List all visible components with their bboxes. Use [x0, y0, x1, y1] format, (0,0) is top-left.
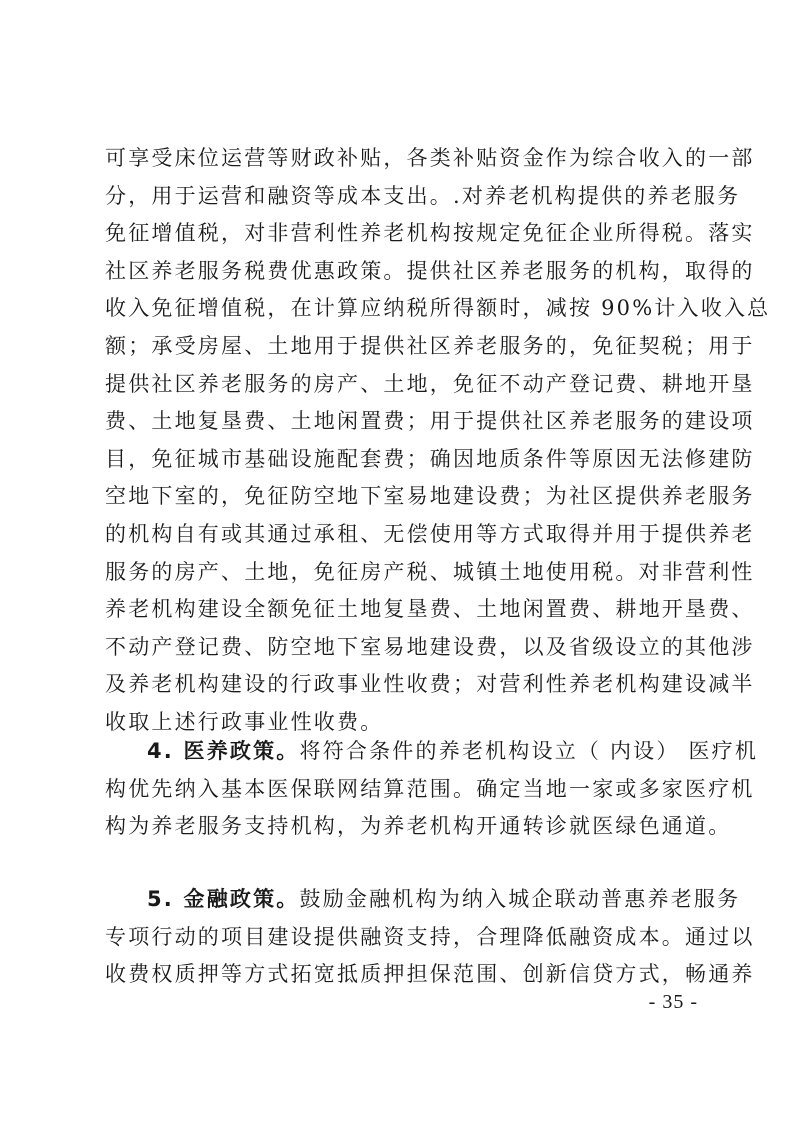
text-line: 不动产登记费、防空地下室易地建设费，以及省级设立的其他涉	[105, 634, 755, 659]
text-line: 费、土地复垦费、土地闲置费；用于提供社区养老服务的建设项	[105, 409, 755, 434]
paragraph-tax-policy	[105, 140, 771, 742]
section-heading: 4. 医养政策。	[147, 739, 300, 763]
text-line: 可享受床位运营等财政补贴，各类补贴资金作为综合收入的一部	[105, 146, 755, 170]
text-line: 专项行动的项目建设提供融资支持，合理降低融资成本。通过以	[105, 924, 755, 949]
text-run: 鼓励金融机构为纳入城企联动普惠养老服务	[299, 887, 741, 911]
text-line: 的机构自有或其通过承租、无偿使用等方式取得并用于提供养老	[105, 521, 755, 546]
text-line	[105, 881, 741, 919]
text-line: 养老机构建设全额免征土地复垦费、土地闲置费、耕地开垦费、	[105, 597, 755, 622]
text-line: 服务的房产、土地，免征房产税、城镇土地使用税。对非营利性	[105, 559, 755, 584]
text-line: 及养老机构建设的行政事业性收费；对营利性养老机构建设减半	[105, 672, 755, 697]
text-line	[105, 733, 759, 771]
text-line: 收费权质押等方式拓宽抵质押担保范围、创新信贷方式，畅通养	[105, 962, 755, 987]
text-run: 将符合条件的养老机构设立（ 内设） 医疗机	[299, 739, 759, 763]
text-line: 收入免征增值税，在计算应纳税所得额时，减按 90%计入收入总	[105, 296, 771, 321]
paragraph-finance-policy	[105, 881, 755, 994]
text-line: 提供社区养老服务的房产、土地，免征不动产登记费、耕地开垦	[105, 371, 755, 396]
text-line: 目，免征城市基础设施配套费；确因地质条件等原因无法修建防	[105, 446, 755, 471]
text-line: 社区养老服务税费优惠政策。提供社区养老服务的机构，取得的	[105, 258, 755, 283]
section-heading: 5. 金融政策。	[147, 887, 300, 911]
text-line: 构为养老服务支持机构，为养老机构开通转诊就医绿色通道。	[105, 814, 732, 839]
text-line: 空地下室的，免征防空地下室易地建设费；为社区提供养老服务	[105, 484, 755, 509]
text-line: 免征增值税，对非营利性养老机构按规定免征企业所得税。落实	[105, 221, 755, 246]
page-number: - 35 -	[648, 991, 698, 1013]
text-line: 构优先纳入基本医保联网结算范围。确定当地一家或多家医疗机	[105, 776, 755, 801]
text-line: 分，用于运营和融资等成本支出。.对养老机构提供的养老服务	[105, 183, 741, 208]
text-line: 收取上述行政事业性收费。	[105, 709, 384, 734]
paragraph-medical-care-policy	[105, 733, 759, 846]
text-line: 额；承受房屋、土地用于提供社区养老服务的，免征契税；用于	[105, 333, 755, 358]
